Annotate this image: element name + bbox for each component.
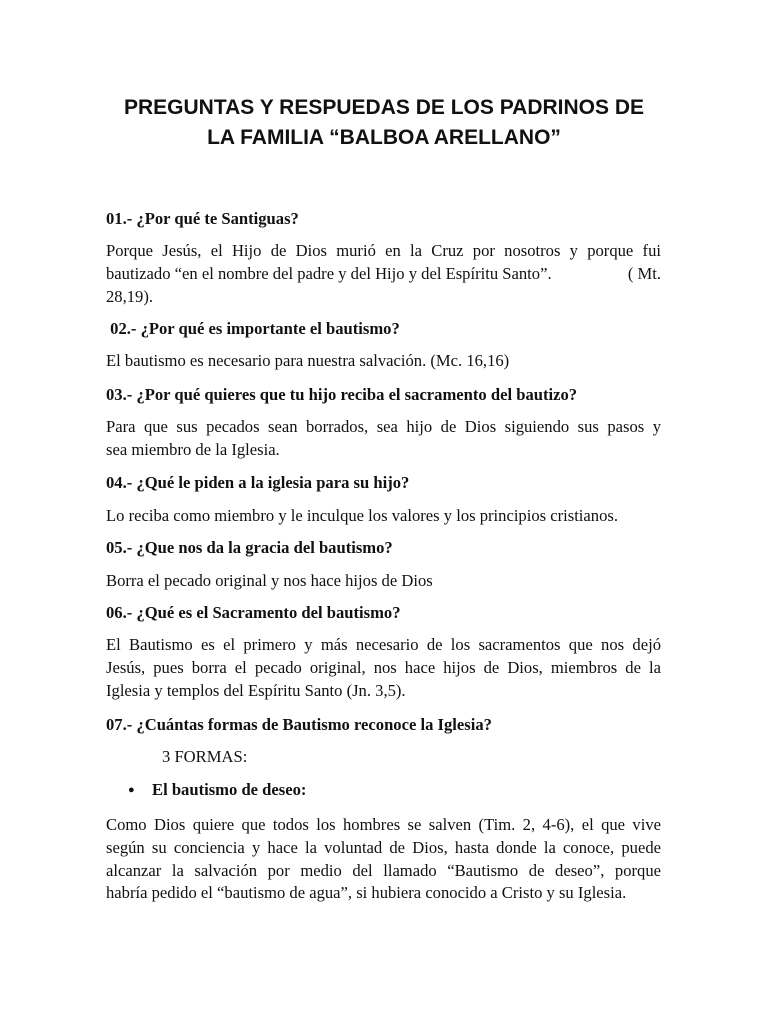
question-04: 04.- ¿Qué le piden a la iglesia para su hijo? <box>106 473 410 492</box>
answer-04: Lo reciba como miembro y le inculque los valores y los principios cristianos. <box>106 506 618 525</box>
answer-07 <box>106 814 661 905</box>
answer-01-line-2 <box>106 263 661 286</box>
question-06: 06.- ¿Qué es el Sacramento del bautismo? <box>106 603 401 622</box>
document-title-line-1: PREGUNTAS Y RESPUEDAS DE LOS PADRINOS DE <box>123 96 645 119</box>
answer-06-line-3: Iglesia y templos del Espíritu Santo (Jn. 3,5). <box>106 680 406 700</box>
answer-02: El bautismo es necesario para nuestra salvación. (Mc. 16,16) <box>106 351 510 370</box>
question-03: 03.- ¿Por qué quieres que tu hijo reciba el sacramento del bautizo? <box>106 385 578 404</box>
answer-07-line-2: según su conciencia y hace la voluntad de Dios, hasta donde la conoce, puede <box>106 837 661 857</box>
answer-01 <box>106 240 661 308</box>
answer-06-line-2: Jesús, pues borra el pecado original, nos hace hijos de Dios, miembros de la <box>106 657 661 677</box>
answer-07-line-1: Como Dios quiere que todos los hombres se salven (Tim. 2, 4-6), el que vive <box>106 815 661 834</box>
answer-03-line-2: sea miembro de la Iglesia. <box>106 439 280 459</box>
question-01: 01.- ¿Por qué te Santiguas? <box>106 209 299 228</box>
answer-03-line-1: Para que sus pecados sean borrados, sea hijo de Dios siguiendo sus pasos y <box>106 417 661 436</box>
answer-01-line-2-left: bautizado “en el nombre del padre y del Hijo y del Espíritu Santo”. <box>106 263 552 283</box>
answer-01-line-3: 28,19). <box>106 286 154 306</box>
bullet-heading-deseo: El bautismo de deseo: <box>152 780 307 799</box>
answer-06-line-1: El Bautismo es el primero y más necesario de los sacramentos que nos dejó <box>106 635 661 654</box>
document-title-line-2: LA FAMILIA “BALBOA ARELLANO” <box>207 126 561 149</box>
answer-03 <box>106 416 661 462</box>
answer-05: Borra el pecado original y nos hace hijos de Dios <box>106 571 433 590</box>
answer-01-line-1: Porque Jesús, el Hijo de Dios murió en la Cruz por nosotros y porque fui <box>106 241 661 260</box>
answer-07-line-3: alcanzar la salvación por medio del llamado “Bautismo de deseo”, porque <box>106 860 661 880</box>
question-02: 02.- ¿Por qué es importante el bautismo? <box>106 319 400 338</box>
answer-06 <box>106 634 661 702</box>
bullet-item-deseo <box>128 779 648 801</box>
answer-07-line-4: habría pedido el “bautismo de agua”, si hubiera conocido a Cristo y su Iglesia. <box>106 883 627 903</box>
answer-01-line-2-right: ( Mt. <box>627 263 661 283</box>
question-05: 05.- ¿Que nos da la gracia del bautismo? <box>106 538 393 557</box>
forms-label: 3 FORMAS: <box>162 747 248 766</box>
question-07: 07.- ¿Cuántas formas de Bautismo reconoce la Iglesia? <box>106 715 492 734</box>
bullet-icon: ● <box>128 784 135 796</box>
